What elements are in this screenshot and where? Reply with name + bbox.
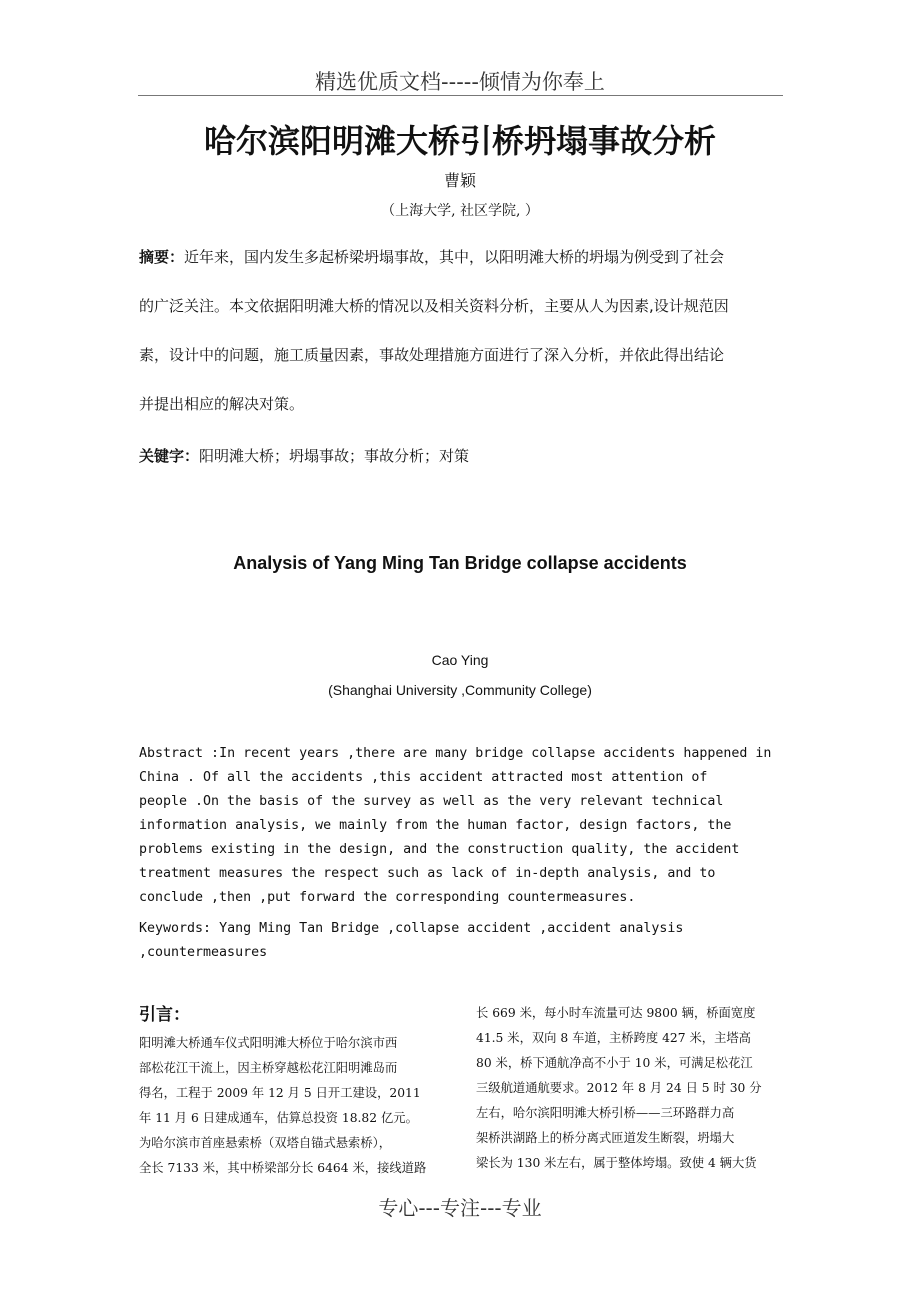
keywords-en-line: ,countermeasures	[139, 945, 268, 960]
abstract-en-line: Abstract :In recent years ,there are many bridge collapse accidents happened in	[139, 746, 772, 761]
abstract-en-line: people .On the basis of the survey as well as the very relevant technical	[139, 794, 724, 809]
english-affiliation: (Shanghai University ,Community College)	[328, 682, 592, 698]
abstract-en-line: China . Of all the accidents ,this accident attracted most attention of	[139, 770, 708, 785]
intro-right-line: 架桥洪湖路上的桥分离式匝道发生断裂，坍塌大	[476, 1131, 735, 1145]
abstract-zh-line: 摘要：近年来，国内发生多起桥梁坍塌事故，其中，以阳明滩大桥的坍塌为例受到了社会	[139, 248, 725, 266]
abstract-en-line: conclude ,then ,put forward the corresponding countermeasures.	[139, 890, 636, 905]
page-header: 精选优质文档-----倾情为你奉上	[315, 70, 605, 94]
intro-right-line: 长 669 米，每小时车流量可达 9800 辆，桥面宽度	[476, 1006, 756, 1020]
intro-right-line: 梁长为 130 米左右，属于整体垮塌。致使 4 辆大货	[476, 1156, 757, 1170]
intro-right-line: 41.5 米，双向 8 车道，主桥跨度 427 米，主塔高	[476, 1031, 751, 1045]
english-title: Analysis of Yang Ming Tan Bridge collapse accidents	[233, 553, 687, 573]
keywords-zh: 关键字：阳明滩大桥；坍塌事故；事故分析；对策	[139, 447, 470, 465]
page-footer: 专心---专注---专业	[378, 1196, 542, 1220]
intro-left-line: 全长 7133 米，其中桥梁部分长 6464 米，接线道路	[139, 1161, 427, 1175]
intro-left-line: 部松花江干流上，因主桥穿越松花江阳明滩岛而	[139, 1061, 398, 1075]
abstract-en-line: problems existing in the design, and the construction quality, the accident	[139, 842, 740, 857]
abstract-zh-line: 素，设计中的问题，施工质量因素，事故处理措施方面进行了深入分析，并依此得出结论	[139, 346, 725, 364]
keywords-en: Keywords: Yang Ming Tan Bridge ,collapse accident ,accident analysis	[139, 921, 684, 936]
author: 曹颖	[443, 171, 476, 190]
keywords-zh-label: 关键字：	[139, 447, 200, 465]
intro-right-line: 80 米，桥下通航净高不小于 10 米，可满足松花江	[476, 1056, 753, 1070]
abstract-en-line: treatment measures the respect such as lack of in-depth analysis, and to	[139, 866, 716, 881]
english-author: Cao Ying	[431, 652, 489, 668]
affiliation: （上海大学, 社区学院, ）	[381, 203, 539, 219]
intro-left-line: 为哈尔滨市首座悬索桥（双塔自锚式悬索桥），	[139, 1136, 392, 1150]
header-divider	[138, 95, 783, 96]
intro-left-line: 得名，工程于 2009 年 12 月 5 日开工建设，2011	[139, 1086, 421, 1100]
intro-right-line: 三级航道通航要求。2012 年 8 月 24 日 5 时 30 分	[476, 1081, 762, 1095]
abstract-en-label: Abstract :	[139, 746, 220, 761]
intro-left-line: 阳明滩大桥通车仪式阳明滩大桥位于哈尔滨市西	[139, 1036, 398, 1050]
abstract-en-line: information analysis, we mainly from the human factor, design factors, the	[139, 818, 732, 833]
abstract-zh-line: 并提出相应的解决对策。	[139, 395, 305, 413]
paper-title: 哈尔滨阳明滩大桥引桥坍塌事故分析	[203, 122, 716, 160]
intro-heading: 引言：	[139, 1005, 190, 1025]
abstract-zh-label: 摘要：	[139, 248, 185, 266]
abstract-zh-line: 的广泛关注。本文依据阳明滩大桥的情况以及相关资料分析，主要从人为因素,设计规范因	[139, 297, 729, 315]
keywords-en-label: Keywords:	[139, 921, 212, 936]
intro-right-line: 左右，哈尔滨阳明滩大桥引桥——三环路群力高	[476, 1106, 735, 1120]
intro-left-line: 年 11 月 6 日建成通车，估算总投资 18.82 亿元。	[139, 1111, 418, 1125]
